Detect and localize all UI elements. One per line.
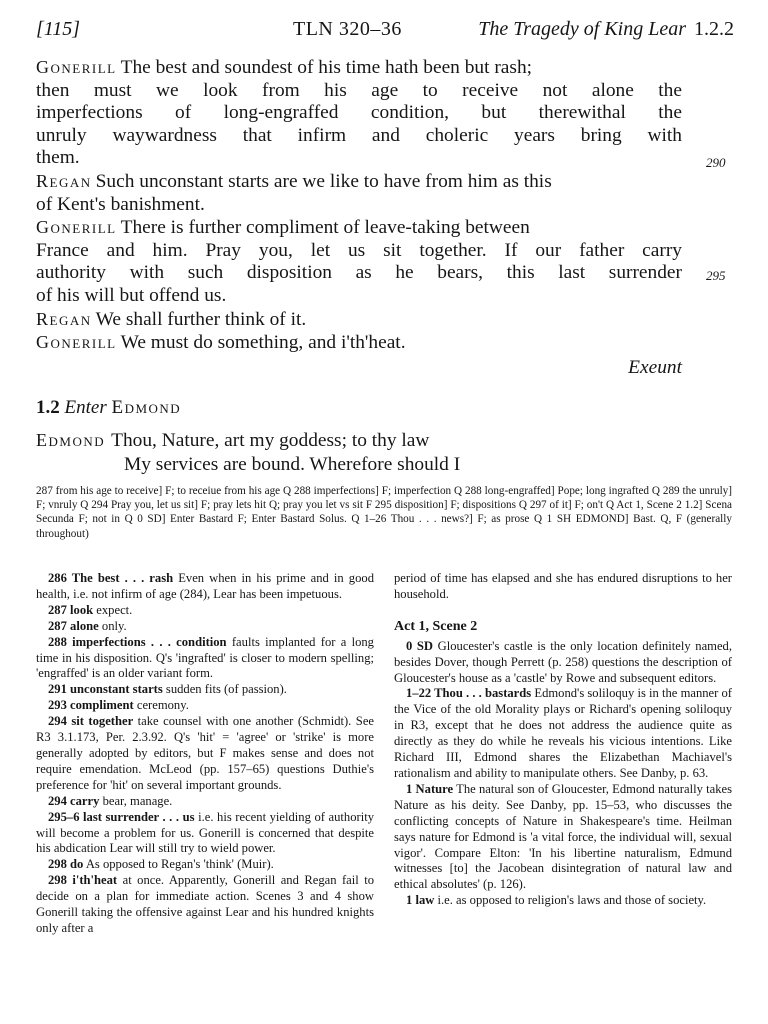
tln-reference: TLN 320–36 — [293, 18, 402, 40]
commentary-note — [36, 794, 374, 810]
note-lemma: 1–22 Thou . . . bastards — [406, 686, 532, 701]
speech — [36, 308, 736, 332]
speaker-name: Edmond — [36, 430, 106, 450]
speech-line: imperfections of long-engraffed condition, but therewithal the — [36, 102, 682, 124]
speech — [36, 331, 736, 355]
speech-line: My services are bound. Wherefore should I — [124, 454, 461, 475]
note-text: faults implanted for a long time in his disposition. Q's 'ingrafted' is closer to modern spelling; 'engraffed' is an older variant form. — [36, 634, 374, 681]
speech-line: of his will but offend us. — [36, 284, 227, 306]
note-lemma: 1 Nature — [406, 781, 454, 796]
commentary-note — [394, 893, 732, 909]
speech-line: unruly waywardness that infirm and choleric years bring with — [36, 124, 682, 146]
edmond-speech — [36, 428, 460, 477]
speech-line: then must we look from his age to receive not alone the — [36, 79, 682, 101]
play-title: The Tragedy of King Lear — [478, 18, 686, 40]
speech — [36, 56, 736, 170]
note-text: Even when in his prime and in good health, i.e. not infirm of age (284), Lear has been impetuous. — [36, 571, 374, 601]
note-lemma: 294 carry — [48, 793, 100, 808]
entering-character: Edmond — [111, 397, 182, 418]
commentary-note — [36, 619, 374, 635]
note-lemma: 295–6 last surrender . . . us — [48, 809, 195, 824]
running-header — [36, 14, 734, 44]
note-text: expect. — [96, 602, 133, 617]
commentary-note — [36, 810, 374, 858]
speech-line: The best and soundest of his time hath been but rash; — [120, 57, 533, 78]
note-text: at once. Apparently, Gonerill and Regan fail to decide on a plan for immediate action. Scenes 3 and 4 show Gonerill taking the offensive against Lear and his hundred knights only after a — [36, 873, 375, 935]
note-lemma: 293 compliment — [48, 698, 134, 713]
speech-line: Thou, Nature, art my goddess; to thy law — [111, 430, 430, 451]
commentary-note — [36, 873, 374, 937]
speech-line: There is further compliment of leave-taking between — [120, 217, 530, 239]
commentary-note — [36, 698, 374, 714]
commentary-continuation: period of time has elapsed and she has endured disruptions to her household. — [394, 571, 732, 601]
textual-notes: 287 from his age to receive] F; to receiue from his age Q 288 imperfections] F; imperfection Q 288 long-engraffed] Pope; long ingrafted Q 289 the unruly] F; vnruly Q 294 Pray you, let us sit] F; pray lets hit Q; pray you let vs sit F 295 disposition] F; dispositions Q 297 of it] F; on't Q Act 1, Scene 2 1.2] Scena Secunda F; not in Q 0 SD] Enter Bastard F; Enter Bastard Solus. Q 1–26 Thou . . . news?] F; as prose Q 1 SH EDMOND] Bast. Q, F (generally throughout) — [36, 485, 732, 540]
note-text: i.e. his recent yielding of authority will become a problem for us. Gonerill is concerned that despite his abdication Lear will still try to wield power. — [36, 809, 374, 856]
note-lemma: 294 sit together — [48, 714, 134, 729]
stage-direction-enter: Enter — [64, 397, 107, 418]
note-lemma: 287 look — [48, 602, 94, 617]
play-text — [36, 56, 736, 379]
note-text: Edmond's soliloquy is in the manner of the Vice of the old Morality plays or Richard's opening soliloquy in R3, except that he does not address the audience quite as directly as they do while he reveals his vicious intentions. Like Richard III, Edmond shares the Elizabethan Machiavel's rationalism and ability to manipulate others. See Danby, p. 63. — [394, 686, 732, 780]
speaker-name: Gonerill — [36, 332, 117, 353]
note-text: take counsel with one another (Schmidt). See R3 3.1.173, Per. 2.3.92. Q's 'hit' = 'agree' or 'strike' is more generally adopted by editors, but F makes sense and does not require emendation. McLeod (pp. 157–65) questions Duthie's preference for 'hit' on several important grounds. — [36, 714, 374, 792]
note-text: ceremony. — [136, 698, 189, 713]
speech-line: We must do something, and i'th'heat. — [120, 332, 406, 354]
note-lemma: 291 unconstant starts — [48, 682, 163, 697]
note-lemma: 298 i'th'heat — [48, 873, 118, 888]
commentary-note — [36, 635, 374, 683]
note-lemma: 288 imperfections . . . condition — [48, 634, 227, 649]
note-text: bear, manage. — [102, 793, 173, 808]
note-text: The natural son of Gloucester, Edmond naturally takes Nature as his deity. See Danby, pp. 15–53, who discusses the conflicting concepts of Nature in Shakespeare's time. Heilman says nature for Edmond is 'a vital force, the individual will, sexual vigor'. Compare Elton: 'In his libertine naturalism, Edmund witnesses [to] the Jacobean disintegration of natural law and ethical absolutes' (p. 126). — [394, 781, 733, 892]
scene-number: 1.2 — [36, 397, 60, 418]
speech-line: France and him. Pray you, let us sit together. If our father carry — [36, 239, 682, 261]
page-folio: [115] — [36, 18, 81, 40]
speech — [36, 216, 736, 307]
commentary-left-column — [36, 571, 374, 937]
scene-reference: 1.2.2 — [694, 18, 734, 40]
commentary-right-column — [394, 571, 732, 909]
note-lemma: 286 The best . . . rash — [48, 571, 174, 585]
speech-line: Such unconstant starts are we like to have from him as this — [95, 170, 552, 192]
commentary-note — [36, 714, 374, 794]
commentary-scene-heading: Act 1, Scene 2 — [394, 618, 478, 634]
commentary-note — [394, 686, 732, 781]
line-number: 295 — [706, 268, 726, 284]
commentary-note — [394, 639, 732, 687]
note-lemma: 0 SD — [406, 638, 434, 653]
stage-direction-exeunt: Exeunt — [628, 356, 682, 378]
note-lemma: 1 law — [406, 893, 435, 908]
commentary-note — [36, 571, 374, 603]
speaker-name: Gonerill — [36, 217, 117, 238]
speech — [36, 170, 736, 216]
commentary-note — [36, 603, 374, 619]
running-title — [478, 18, 734, 41]
speaker-name: Regan — [36, 170, 92, 191]
speech-line: of Kent's banishment. — [36, 193, 205, 215]
note-text: sudden fits (of passion). — [165, 682, 287, 697]
scene-heading — [36, 397, 181, 419]
speaker-name: Gonerill — [36, 57, 117, 77]
commentary-note — [36, 857, 374, 873]
line-number: 290 — [706, 155, 726, 170]
commentary-note — [36, 682, 374, 698]
speech-line: authority with such disposition as he bears, this last surrender — [36, 262, 682, 284]
commentary-note — [394, 782, 732, 893]
note-text: i.e. as opposed to religion's laws and those of society. — [437, 893, 707, 908]
speech-line: We shall further think of it. — [95, 308, 307, 330]
note-text: only. — [101, 618, 127, 633]
speaker-name: Regan — [36, 308, 92, 329]
note-lemma: 298 do — [48, 857, 84, 872]
speech-line: them. — [36, 147, 80, 169]
note-text: Gloucester's castle is the only location definitely named, besides Dover, though Perrett (p. 258) questions the description of Gloucester's house as a 'castle' by Rowe and subsequent editors. — [394, 638, 732, 685]
note-text: As opposed to Regan's 'think' (Muir). — [85, 857, 274, 872]
note-lemma: 287 alone — [48, 618, 99, 633]
